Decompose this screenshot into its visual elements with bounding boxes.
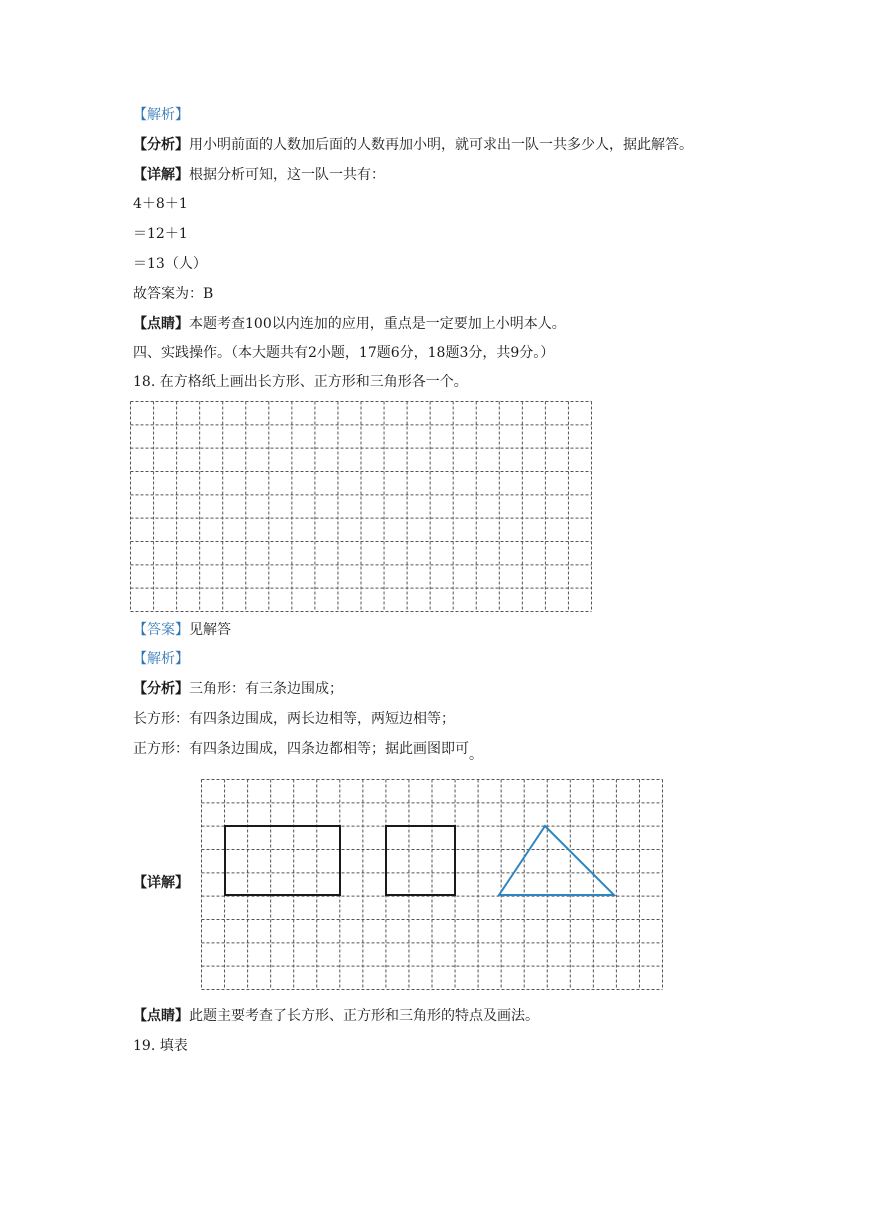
answer-line: 故答案为：B bbox=[133, 286, 214, 302]
drawn-rectangle bbox=[225, 826, 340, 895]
xiangjie-label: 【详解】 bbox=[133, 167, 189, 183]
rect-description: 长方形：有四条边围成，两长边相等，两短边相等； bbox=[133, 711, 455, 727]
q18-dianjing-label: 【点睛】 bbox=[133, 1008, 189, 1024]
fenxi-text: 用小明前面的人数加后面的人数再加小明，就可求出一队一共多少人，据此解答。 bbox=[189, 137, 693, 153]
daan-paragraph bbox=[133, 620, 231, 640]
q18-fenxi-text: 三角形：有三条边围成； bbox=[189, 681, 343, 697]
drawn-triangle bbox=[499, 826, 614, 895]
q18-question: 18. 在方格纸上画出长方形、正方形和三角形各一个。 bbox=[133, 374, 468, 390]
square-description bbox=[133, 739, 483, 763]
answer-grid-paper bbox=[201, 779, 663, 990]
q18-dianjing-text: 此题主要考查了长方形、正方形和三角形的特点及画法。 bbox=[189, 1008, 539, 1024]
dianjing-paragraph bbox=[133, 314, 566, 334]
xiangjie-text: 根据分析可知，这一队一共有： bbox=[189, 167, 385, 183]
drawn-square bbox=[386, 826, 455, 895]
q19-question: 19. 填表 bbox=[133, 1038, 188, 1054]
square-description-text: 正方形：有四条边围成，四条边都相等；据此画图即可 bbox=[133, 741, 469, 757]
q18-xiangjie-label: 【详解】 bbox=[133, 875, 189, 891]
daan-text: 见解答 bbox=[189, 622, 231, 638]
calc-line-1: 4＋8＋1 bbox=[133, 196, 188, 212]
q18-jiexi-heading: 【解析】 bbox=[133, 651, 189, 667]
xiangjie-paragraph bbox=[133, 165, 385, 185]
empty-grid-paper bbox=[130, 401, 592, 612]
fenxi-paragraph bbox=[133, 135, 693, 155]
q18-fenxi-paragraph bbox=[133, 679, 343, 699]
part4-heading: 四、实践操作。（本大题共有2小题，17题6分，18题3分，共9分。） bbox=[133, 345, 555, 361]
q18-fenxi-label: 【分析】 bbox=[133, 681, 189, 697]
daan-label: 【答案】 bbox=[133, 622, 189, 638]
dianjing-label: 【点睛】 bbox=[133, 316, 189, 332]
jiexi-heading: 【解析】 bbox=[133, 107, 189, 123]
fenxi-label: 【分析】 bbox=[133, 137, 189, 153]
square-description-end: 。 bbox=[469, 747, 483, 763]
calc-line-3: ＝13（人） bbox=[133, 256, 207, 272]
q18-dianjing-paragraph bbox=[133, 1006, 539, 1026]
calc-line-2: ＝12＋1 bbox=[133, 226, 188, 242]
dianjing-text: 本题考查100以内连加的应用，重点是一定要加上小明本人。 bbox=[189, 316, 566, 332]
